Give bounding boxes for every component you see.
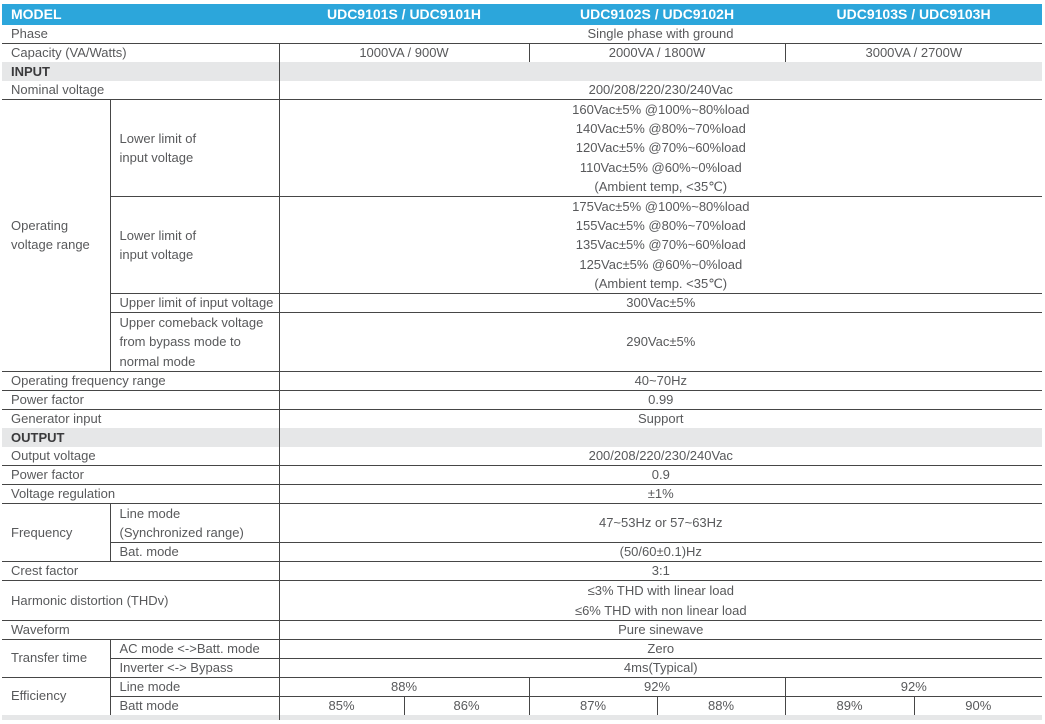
model-column-udc9101: UDC9101S / UDC9101H: [279, 4, 529, 25]
lower-limit-1-value-line3: 120Vac±5% @70%~60%load: [575, 140, 746, 156]
efficiency-batt-mode-label: Batt mode: [110, 696, 279, 715]
row-harmonic-distortion: [2, 581, 1042, 620]
row-output-power-factor: [2, 465, 1042, 484]
efficiency-batt-udc9102s: 87%: [529, 696, 657, 715]
row-frequency-bat-mode: [2, 543, 1042, 562]
row-lower-limit-1: [2, 100, 1042, 197]
row-phase: [2, 25, 1042, 44]
nominal-voltage-label: Nominal voltage: [11, 82, 105, 97]
frequency-line-mode-label-line1: Line mode: [119, 505, 181, 521]
efficiency-line-mode-label: Line mode: [110, 677, 279, 696]
row-waveform: [2, 620, 1042, 639]
efficiency-line-mode-udc9103: 92%: [785, 677, 1042, 696]
row-capacity: [2, 44, 1042, 63]
upper-comeback-label: [110, 312, 279, 371]
lower-limit-2-value: [279, 197, 1042, 294]
lower-limit-2-label: [110, 197, 279, 294]
output-power-factor-value: 0.9: [279, 465, 1042, 484]
input-section-label: INPUT: [2, 62, 279, 81]
harmonic-distortion-label: Harmonic distortion (THDv): [2, 581, 279, 620]
voltage-regulation-value: ±1%: [279, 484, 1042, 503]
capacity-value-udc9101: 1000VA / 900W: [279, 44, 529, 63]
frequency-line-mode-label: [110, 503, 279, 542]
row-upper-comeback: [2, 312, 1042, 371]
frequency-label: Frequency: [2, 503, 110, 561]
crest-factor-value: 3:1: [279, 562, 1042, 581]
upper-comeback-value: 290Vac±5%: [279, 312, 1042, 371]
section-input: [2, 62, 1042, 81]
lower-limit-1-value-line4: 110Vac±5% @60%~0%load: [579, 159, 742, 175]
row-upper-limit: [2, 293, 1042, 312]
row-transfer-ac-batt: [2, 639, 1042, 658]
upper-limit-label: Upper limit of input voltage: [110, 293, 279, 312]
lower-limit-2-value-line2: 155Vac±5% @80%~70%load: [575, 218, 746, 234]
lower-limit-2-value-line5: (Ambient temp. <35℃): [594, 275, 728, 291]
frequency-line-mode-value: 47~53Hz or 57~63Hz: [279, 503, 1042, 542]
generator-input-value: Support: [279, 409, 1042, 428]
model-header-label: MODEL: [2, 4, 279, 25]
transfer-ac-batt-value: Zero: [279, 639, 1042, 658]
next-section-strip-left: [2, 715, 279, 720]
output-section-filler: [279, 428, 1042, 447]
row-operating-frequency-range: [2, 371, 1042, 390]
lower-limit-1-label-line2: input voltage: [119, 150, 194, 165]
capacity-value-udc9103: 3000VA / 2700W: [785, 44, 1042, 63]
efficiency-batt-udc9103s: 89%: [785, 696, 914, 715]
lower-limit-2-value-line3: 135Vac±5% @70%~60%load: [575, 237, 746, 253]
efficiency-batt-udc9103h: 90%: [914, 696, 1042, 715]
model-column-udc9103: UDC9103S / UDC9103H: [785, 4, 1042, 25]
lower-limit-2-label-line2: input voltage: [119, 246, 194, 262]
phase-value: Single phase with ground: [587, 26, 734, 41]
efficiency-line-mode-udc9101: 88%: [279, 677, 529, 696]
output-section-label: OUTPUT: [2, 428, 279, 447]
row-output-voltage: [2, 447, 1042, 466]
row-crest-factor: [2, 562, 1042, 581]
model-column-udc9102: UDC9102S / UDC9102H: [529, 4, 785, 25]
next-section-strip: [2, 715, 1042, 720]
capacity-label: Capacity (VA/Watts): [2, 44, 279, 63]
lower-limit-2-value-line1: 175Vac±5% @100%~80%load: [572, 199, 750, 214]
efficiency-label: Efficiency: [2, 677, 110, 715]
crest-factor-label: Crest factor: [2, 562, 279, 581]
next-section-strip-right: [279, 715, 1042, 720]
frequency-bat-mode-label: Bat. mode: [110, 543, 279, 562]
output-power-factor-label: Power factor: [2, 465, 279, 484]
output-voltage-value: 200/208/220/230/240Vac: [279, 447, 1042, 466]
transfer-time-label: Transfer time: [2, 639, 110, 677]
lower-limit-2-label-line1: Lower limit of: [119, 227, 197, 243]
row-generator-input: [2, 409, 1042, 428]
section-output: [2, 428, 1042, 447]
waveform-label: Waveform: [2, 620, 279, 639]
waveform-value: Pure sinewave: [279, 620, 1042, 639]
harmonic-distortion-value-line1: ≤3% THD with linear load: [587, 583, 734, 599]
efficiency-batt-udc9101s: 85%: [279, 696, 404, 715]
row-efficiency-batt-mode: [2, 696, 1042, 715]
input-section-filler: [279, 62, 1042, 81]
efficiency-batt-udc9102h: 88%: [657, 696, 785, 715]
row-input-power-factor: [2, 390, 1042, 409]
lower-limit-1-value: [279, 100, 1042, 197]
row-transfer-inverter-bypass: [2, 658, 1042, 677]
upper-comeback-label-line2: from bypass mode to: [119, 334, 241, 350]
lower-limit-1-value-line5: (Ambient temp, <35℃): [594, 178, 728, 194]
upper-comeback-label-line3: normal mode: [119, 353, 196, 369]
nominal-voltage-value: 200/208/220/230/240Vac: [279, 81, 1042, 100]
lower-limit-1-value-line2: 140Vac±5% @80%~70%load: [575, 121, 746, 137]
efficiency-batt-udc9101h: 86%: [404, 696, 529, 715]
input-power-factor-value: 0.99: [279, 390, 1042, 409]
voltage-regulation-label: Voltage regulation: [2, 484, 279, 503]
row-efficiency-line-mode: [2, 677, 1042, 696]
row-nominal-voltage: [2, 81, 1042, 100]
harmonic-distortion-value-line2: ≤6% THD with non linear load: [574, 602, 747, 618]
operating-voltage-range-label: Operating voltage range: [2, 100, 110, 372]
output-voltage-label: Output voltage: [11, 447, 96, 463]
frequency-line-mode-label-line2: (Synchronized range): [119, 525, 244, 541]
efficiency-line-mode-udc9102: 92%: [529, 677, 785, 696]
table-header-row: [2, 4, 1042, 25]
lower-limit-1-label: [110, 100, 279, 197]
row-voltage-regulation: [2, 484, 1042, 503]
phase-label: Phase: [11, 26, 48, 41]
transfer-inverter-bypass-value: 4ms(Typical): [279, 658, 1042, 677]
row-lower-limit-2: [2, 197, 1042, 294]
ups-spec-table: [2, 4, 1042, 720]
transfer-inverter-bypass-label: Inverter <-> Bypass: [110, 658, 279, 677]
lower-limit-2-value-line4: 125Vac±5% @60%~0%load: [579, 256, 743, 272]
row-frequency-line-mode: [2, 503, 1042, 542]
harmonic-distortion-value: [279, 581, 1042, 620]
transfer-ac-batt-label: AC mode <->Batt. mode: [110, 639, 279, 658]
input-power-factor-label: Power factor: [2, 390, 279, 409]
upper-comeback-label-line1: Upper comeback voltage: [119, 315, 264, 331]
capacity-value-udc9102: 2000VA / 1800W: [529, 44, 785, 63]
lower-limit-1-label-line1: Lower limit of: [119, 130, 197, 146]
operating-frequency-range-value: 40~70Hz: [279, 371, 1042, 390]
generator-input-label: Generator input: [2, 409, 279, 428]
lower-limit-1-value-line1: 160Vac±5% @100%~80%load: [572, 102, 750, 118]
operating-frequency-range-label: Operating frequency range: [2, 371, 279, 390]
frequency-bat-mode-value: (50/60±0.1)Hz: [279, 543, 1042, 562]
upper-limit-value: 300Vac±5%: [279, 293, 1042, 312]
